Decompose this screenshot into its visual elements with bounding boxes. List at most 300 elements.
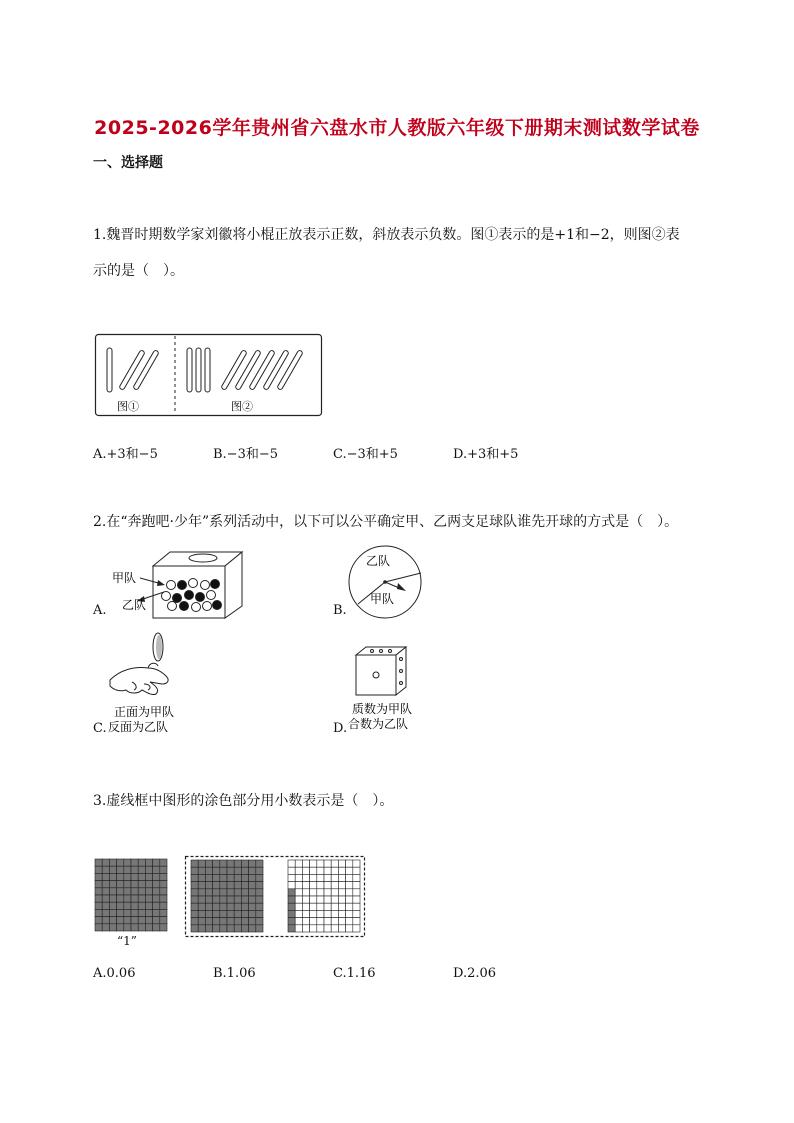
grid-cell bbox=[331, 910, 338, 917]
grid-cell bbox=[124, 873, 131, 880]
grid-cell bbox=[198, 896, 205, 903]
grid-cell bbox=[205, 925, 212, 932]
grid-cell bbox=[160, 924, 167, 931]
grid-cell bbox=[213, 925, 220, 932]
grid-cell bbox=[346, 903, 353, 910]
grid-cell bbox=[191, 889, 198, 896]
grid-cell bbox=[109, 888, 116, 895]
grid-cell bbox=[198, 918, 205, 925]
grid-cell bbox=[198, 925, 205, 932]
grid-cell bbox=[220, 910, 227, 917]
grid-cell bbox=[124, 888, 131, 895]
grid-cell bbox=[138, 859, 145, 866]
grid-cell bbox=[213, 903, 220, 910]
grid-cell bbox=[138, 881, 145, 888]
grid-cell bbox=[310, 925, 317, 932]
grid-cell bbox=[310, 910, 317, 917]
grid-cell bbox=[131, 881, 138, 888]
grid-cell bbox=[124, 881, 131, 888]
grid-cell bbox=[324, 867, 331, 874]
grid-cell bbox=[145, 924, 152, 931]
grid-cell bbox=[353, 867, 360, 874]
grid-cell bbox=[153, 895, 160, 902]
grid-cell bbox=[241, 867, 248, 874]
grid-cell bbox=[346, 910, 353, 917]
fig2-sticks bbox=[187, 348, 303, 392]
grid-cell bbox=[153, 881, 160, 888]
grid-cell bbox=[241, 903, 248, 910]
grid-cell bbox=[295, 896, 302, 903]
q3-full-grid bbox=[191, 860, 263, 932]
grid-cell bbox=[249, 874, 256, 881]
grid-cell bbox=[124, 909, 131, 916]
q2-option-a-ball-box bbox=[110, 548, 245, 618]
grid-cell bbox=[302, 918, 309, 925]
grid-cell bbox=[227, 867, 234, 874]
grid-cell bbox=[227, 882, 234, 889]
grid-cell bbox=[131, 924, 138, 931]
grid-cell bbox=[213, 882, 220, 889]
grid-cell bbox=[102, 881, 109, 888]
grid-cell bbox=[249, 918, 256, 925]
grid-cell bbox=[191, 925, 198, 932]
grid-cell bbox=[160, 902, 167, 909]
q3-option-d[interactable]: D.2.06 bbox=[453, 966, 497, 981]
grid-cell bbox=[220, 860, 227, 867]
grid-cell bbox=[160, 917, 167, 924]
q2-a-label-1: 甲队 bbox=[112, 571, 137, 585]
grid-cell bbox=[227, 889, 234, 896]
grid-cell bbox=[138, 866, 145, 873]
grid-cell bbox=[302, 889, 309, 896]
grid-cell bbox=[295, 925, 302, 932]
grid-cell bbox=[256, 882, 263, 889]
grid-cell bbox=[241, 860, 248, 867]
grid-cell bbox=[302, 867, 309, 874]
grid-cell bbox=[95, 917, 102, 924]
grid-cell bbox=[338, 910, 345, 917]
grid-cell bbox=[109, 866, 116, 873]
grid-cell bbox=[95, 873, 102, 880]
grid-cell bbox=[331, 918, 338, 925]
grid-cell bbox=[117, 917, 124, 924]
grid-cell bbox=[295, 867, 302, 874]
grid-cell bbox=[220, 882, 227, 889]
grid-cell bbox=[117, 909, 124, 916]
grid-cell bbox=[317, 874, 324, 881]
section-heading: 一、选择题 bbox=[93, 155, 163, 171]
grid-cell bbox=[102, 895, 109, 902]
grid-cell bbox=[324, 860, 331, 867]
grid-cell bbox=[117, 873, 124, 880]
grid-cell bbox=[302, 910, 309, 917]
grid-cell bbox=[117, 881, 124, 888]
q2-option-b-letter[interactable]: B. bbox=[333, 603, 347, 618]
grid-cell bbox=[288, 925, 295, 932]
grid-cell bbox=[102, 909, 109, 916]
grid-cell bbox=[205, 889, 212, 896]
grid-cell bbox=[198, 867, 205, 874]
grid-cell bbox=[109, 895, 116, 902]
grid-cell bbox=[256, 867, 263, 874]
grid-cell bbox=[160, 873, 167, 880]
grid-cell bbox=[317, 925, 324, 932]
grid-cell bbox=[346, 918, 353, 925]
grid-cell bbox=[288, 896, 295, 903]
grid-cell bbox=[220, 889, 227, 896]
grid-cell bbox=[324, 910, 331, 917]
grid-cell bbox=[145, 917, 152, 924]
grid-cell bbox=[153, 873, 160, 880]
grid-cell bbox=[331, 903, 338, 910]
grid-cell bbox=[191, 910, 198, 917]
grid-cell bbox=[205, 918, 212, 925]
grid-cell bbox=[295, 860, 302, 867]
q2-option-a-letter[interactable]: A. bbox=[93, 603, 107, 618]
grid-cell bbox=[205, 867, 212, 874]
grid-cell bbox=[353, 925, 360, 932]
q1-figure bbox=[95, 334, 323, 416]
grid-cell bbox=[95, 924, 102, 931]
grid-cell bbox=[227, 910, 234, 917]
grid-cell bbox=[220, 918, 227, 925]
grid-cell bbox=[338, 918, 345, 925]
grid-cell bbox=[213, 867, 220, 874]
grid-cell bbox=[117, 888, 124, 895]
grid-cell bbox=[331, 889, 338, 896]
grid-cell bbox=[205, 882, 212, 889]
grid-cell bbox=[227, 903, 234, 910]
grid-cell bbox=[256, 889, 263, 896]
grid-cell bbox=[295, 918, 302, 925]
grid-cell bbox=[324, 925, 331, 932]
grid-cell bbox=[338, 896, 345, 903]
grid-cell bbox=[124, 859, 131, 866]
grid-cell bbox=[331, 867, 338, 874]
grid-cell bbox=[109, 873, 116, 880]
grid-cell bbox=[310, 903, 317, 910]
q3-option-b[interactable]: B.1.06 bbox=[213, 966, 256, 981]
grid-cell bbox=[138, 873, 145, 880]
grid-cell bbox=[353, 910, 360, 917]
grid-cell bbox=[131, 895, 138, 902]
grid-cell bbox=[95, 909, 102, 916]
grid-cell bbox=[117, 866, 124, 873]
grid-cell bbox=[295, 874, 302, 881]
grid-cell bbox=[191, 882, 198, 889]
grid-cell bbox=[95, 866, 102, 873]
grid-cell bbox=[331, 874, 338, 881]
grid-cell bbox=[138, 902, 145, 909]
grid-cell bbox=[310, 889, 317, 896]
grid-cell bbox=[213, 896, 220, 903]
grid-cell bbox=[102, 859, 109, 866]
grid-cell bbox=[288, 882, 295, 889]
grid-cell bbox=[131, 909, 138, 916]
grid-cell bbox=[191, 903, 198, 910]
grid-cell bbox=[295, 889, 302, 896]
grid-cell bbox=[205, 874, 212, 881]
q2-b-label-1: 乙队 bbox=[366, 554, 391, 568]
grid-cell bbox=[302, 860, 309, 867]
q2-option-d-die bbox=[346, 643, 426, 735]
grid-cell bbox=[102, 924, 109, 931]
grid-cell bbox=[295, 882, 302, 889]
grid-cell bbox=[249, 903, 256, 910]
grid-cell bbox=[145, 909, 152, 916]
grid-cell bbox=[331, 896, 338, 903]
grid-cell bbox=[302, 903, 309, 910]
grid-cell bbox=[353, 918, 360, 925]
grid-cell bbox=[160, 895, 167, 902]
grid-cell bbox=[198, 860, 205, 867]
grid-cell bbox=[310, 882, 317, 889]
grid-cell bbox=[227, 874, 234, 881]
grid-cell bbox=[241, 925, 248, 932]
grid-cell bbox=[295, 910, 302, 917]
grid-cell bbox=[160, 909, 167, 916]
grid-cell bbox=[353, 882, 360, 889]
grid-cell bbox=[131, 859, 138, 866]
grid-cell bbox=[205, 910, 212, 917]
grid-cell bbox=[102, 888, 109, 895]
grid-cell bbox=[302, 925, 309, 932]
grid-cell bbox=[310, 867, 317, 874]
grid-cell bbox=[153, 859, 160, 866]
grid-cell bbox=[324, 903, 331, 910]
grid-cell bbox=[288, 910, 295, 917]
grid-cell bbox=[346, 896, 353, 903]
grid-cell bbox=[213, 874, 220, 881]
q2-option-c-letter[interactable]: C. bbox=[93, 721, 107, 736]
grid-cell bbox=[234, 910, 241, 917]
grid-cell bbox=[317, 896, 324, 903]
q2-c-label-1: 正面为甲队 bbox=[114, 705, 175, 719]
grid-cell bbox=[302, 882, 309, 889]
grid-cell bbox=[124, 895, 131, 902]
grid-cell bbox=[131, 902, 138, 909]
grid-cell bbox=[160, 888, 167, 895]
grid-cell bbox=[249, 896, 256, 903]
grid-cell bbox=[317, 910, 324, 917]
q3-option-c[interactable]: C.1.16 bbox=[333, 966, 376, 981]
grid-cell bbox=[241, 918, 248, 925]
grid-cell bbox=[213, 910, 220, 917]
grid-cell bbox=[241, 874, 248, 881]
q2-option-d-letter[interactable]: D. bbox=[333, 721, 348, 736]
grid-cell bbox=[310, 896, 317, 903]
grid-cell bbox=[102, 902, 109, 909]
q2-d-label-1: 质数为甲队 bbox=[352, 702, 413, 716]
grid-cell bbox=[346, 867, 353, 874]
grid-cell bbox=[234, 903, 241, 910]
grid-cell bbox=[109, 902, 116, 909]
grid-cell bbox=[317, 889, 324, 896]
grid-cell bbox=[324, 918, 331, 925]
grid-cell bbox=[117, 924, 124, 931]
grid-cell bbox=[234, 896, 241, 903]
grid-cell bbox=[145, 895, 152, 902]
q2-c-label-2: 反面为乙队 bbox=[108, 720, 169, 734]
grid-cell bbox=[295, 903, 302, 910]
grid-cell bbox=[317, 860, 324, 867]
grid-cell bbox=[317, 918, 324, 925]
grid-cell bbox=[138, 909, 145, 916]
q2-a-label-2: 乙队 bbox=[122, 598, 147, 612]
grid-cell bbox=[338, 925, 345, 932]
grid-cell bbox=[102, 917, 109, 924]
grid-cell bbox=[249, 889, 256, 896]
grid-cell bbox=[102, 866, 109, 873]
grid-cell bbox=[95, 888, 102, 895]
q2-b-label-2: 甲队 bbox=[370, 592, 395, 606]
grid-cell bbox=[198, 874, 205, 881]
grid-cell bbox=[124, 917, 131, 924]
grid-cell bbox=[109, 917, 116, 924]
grid-cell bbox=[346, 874, 353, 881]
q3-partial-grid bbox=[288, 860, 360, 932]
q1-option-d[interactable]: D.+3和+5 bbox=[453, 447, 519, 462]
grid-cell bbox=[317, 903, 324, 910]
grid-cell bbox=[95, 895, 102, 902]
fig2-label: 图② bbox=[231, 400, 253, 413]
grid-cell bbox=[191, 874, 198, 881]
grid-cell bbox=[145, 902, 152, 909]
grid-cell bbox=[331, 860, 338, 867]
grid-cell bbox=[338, 860, 345, 867]
grid-cell bbox=[131, 866, 138, 873]
grid-cell bbox=[338, 889, 345, 896]
grid-cell bbox=[160, 859, 167, 866]
grid-cell bbox=[109, 859, 116, 866]
grid-cell bbox=[256, 918, 263, 925]
grid-cell bbox=[256, 874, 263, 881]
grid-cell bbox=[124, 866, 131, 873]
grid-cell bbox=[234, 874, 241, 881]
grid-cell bbox=[117, 902, 124, 909]
grid-cell bbox=[288, 903, 295, 910]
grid-cell bbox=[220, 903, 227, 910]
grid-cell bbox=[117, 895, 124, 902]
grid-cell bbox=[131, 873, 138, 880]
grid-cell bbox=[256, 896, 263, 903]
grid-cell bbox=[353, 874, 360, 881]
fig1-sticks bbox=[107, 348, 159, 392]
grid-cell bbox=[234, 889, 241, 896]
grid-cell bbox=[324, 896, 331, 903]
grid-cell bbox=[353, 896, 360, 903]
grid-cell bbox=[338, 882, 345, 889]
grid-cell bbox=[124, 924, 131, 931]
grid-cell bbox=[145, 866, 152, 873]
grid-cell bbox=[153, 902, 160, 909]
q1-option-c[interactable]: C.−3和+5 bbox=[333, 447, 398, 462]
grid-cell bbox=[353, 860, 360, 867]
grid-cell bbox=[220, 925, 227, 932]
grid-cell bbox=[288, 918, 295, 925]
grid-cell bbox=[310, 874, 317, 881]
grid-cell bbox=[191, 918, 198, 925]
grid-cell bbox=[153, 866, 160, 873]
grid-cell bbox=[338, 867, 345, 874]
q1-text-line2: 示的是（ ）。 bbox=[93, 263, 184, 279]
grid-cell bbox=[117, 859, 124, 866]
grid-cell bbox=[249, 910, 256, 917]
grid-cell bbox=[227, 918, 234, 925]
grid-cell bbox=[153, 909, 160, 916]
grid-cell bbox=[198, 903, 205, 910]
grid-cell bbox=[331, 925, 338, 932]
grid-cell bbox=[346, 860, 353, 867]
grid-cell bbox=[205, 903, 212, 910]
grid-cell bbox=[205, 860, 212, 867]
grid-cell bbox=[220, 867, 227, 874]
grid-cell bbox=[213, 918, 220, 925]
grid-cell bbox=[256, 903, 263, 910]
q1-option-a[interactable]: A.+3和−5 bbox=[93, 447, 158, 462]
page-title: 2025-2026学年贵州省六盘水市人教版六年级下册期末测试数学试卷 bbox=[94, 117, 700, 139]
grid-cell bbox=[227, 925, 234, 932]
grid-cell bbox=[227, 896, 234, 903]
q3-option-a[interactable]: A.0.06 bbox=[93, 966, 136, 981]
q2-d-label-2: 合数为乙队 bbox=[348, 717, 409, 731]
grid-cell bbox=[256, 925, 263, 932]
grid-cell bbox=[234, 860, 241, 867]
grid-cell bbox=[95, 902, 102, 909]
q2-option-b-spinner bbox=[346, 543, 424, 621]
grid-cell bbox=[234, 882, 241, 889]
grid-cell bbox=[160, 881, 167, 888]
grid-cell bbox=[241, 882, 248, 889]
grid-cell bbox=[131, 917, 138, 924]
grid-cell bbox=[310, 918, 317, 925]
grid-cell bbox=[353, 903, 360, 910]
q3-unit-label: “1” bbox=[117, 934, 137, 948]
q3-unit-grid bbox=[95, 859, 167, 931]
grid-cell bbox=[302, 874, 309, 881]
q3-text: 3.虚线框中图形的涂色部分用小数表示是（ ）。 bbox=[93, 793, 394, 809]
grid-cell bbox=[234, 918, 241, 925]
q1-text-line1: 1.魏晋时期数学家刘徽将小棍正放表示正数，斜放表示负数。图①表示的是+1和−2，则图②表 bbox=[93, 227, 680, 243]
grid-cell bbox=[109, 881, 116, 888]
grid-cell bbox=[249, 882, 256, 889]
grid-cell bbox=[338, 903, 345, 910]
grid-cell bbox=[234, 867, 241, 874]
grid-cell bbox=[288, 874, 295, 881]
grid-cell bbox=[220, 896, 227, 903]
grid-cell bbox=[256, 910, 263, 917]
grid-cell bbox=[346, 882, 353, 889]
grid-cell bbox=[191, 867, 198, 874]
grid-cell bbox=[198, 882, 205, 889]
grid-cell bbox=[198, 889, 205, 896]
grid-cell bbox=[288, 860, 295, 867]
grid-cell bbox=[241, 910, 248, 917]
grid-cell bbox=[338, 874, 345, 881]
q2-text: 2.在“奔跑吧·少年”系列活动中，以下可以公平确定甲、乙两支足球队谁先开球的方式是（ ）。 bbox=[93, 514, 679, 530]
grid-cell bbox=[160, 866, 167, 873]
grid-cell bbox=[153, 917, 160, 924]
q1-option-b[interactable]: B.−3和−5 bbox=[213, 447, 279, 462]
grid-cell bbox=[131, 888, 138, 895]
grid-cell bbox=[191, 896, 198, 903]
grid-cell bbox=[213, 860, 220, 867]
grid-cell bbox=[205, 896, 212, 903]
grid-cell bbox=[138, 895, 145, 902]
grid-cell bbox=[324, 882, 331, 889]
grid-cell bbox=[249, 867, 256, 874]
grid-cell bbox=[227, 860, 234, 867]
